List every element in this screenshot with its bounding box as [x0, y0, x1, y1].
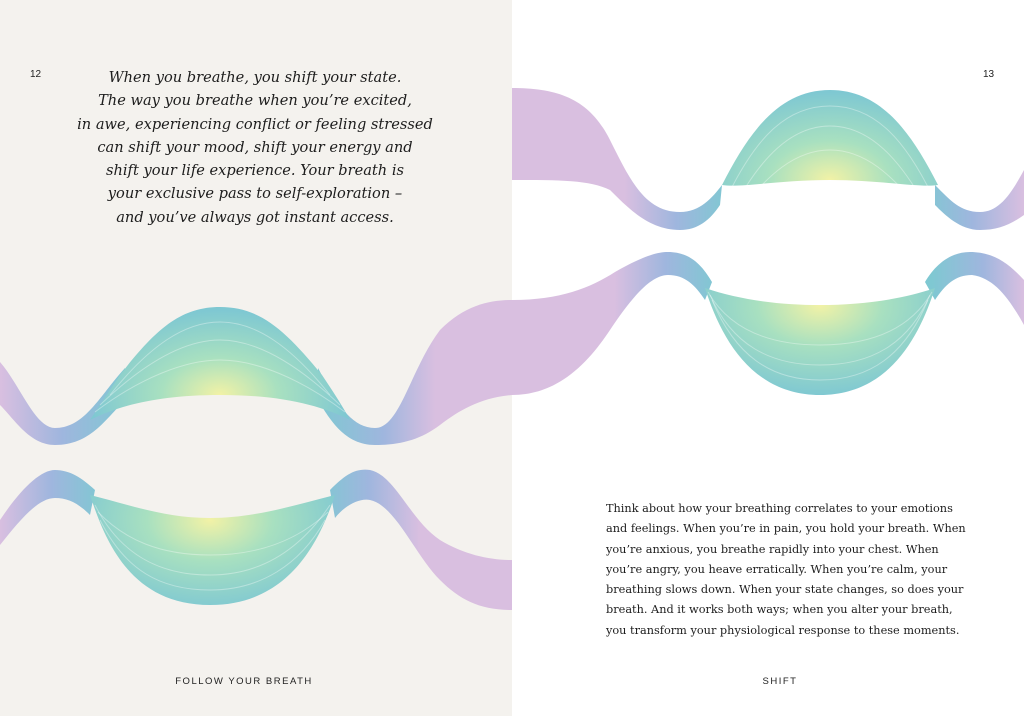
quote-line: When you breathe, you shift your state. — [108, 69, 402, 86]
body-line: breath. And it works both ways; when you alter your breath, — [606, 603, 953, 617]
body-line: and feelings. When you’re in pain, you hold your breath. When — [606, 522, 966, 536]
body-line: Think about how your breathing correlates to your emotions — [606, 502, 953, 515]
body-line: breathing slows down. When your state changes, so does your — [606, 583, 964, 597]
quote-line: can shift your mood, shift your energy and — [97, 138, 413, 156]
body-line: you’re anxious, you breathe rapidly into your chest. When — [606, 542, 939, 556]
left-upper-wave — [0, 300, 512, 445]
running-head-right: SHIFT — [762, 676, 798, 687]
quote-line: and you’ve always got instant access. — [116, 208, 394, 226]
left-lower-wave — [0, 470, 512, 610]
right-upper-wave — [512, 88, 1024, 230]
page-number-left: 12 — [30, 69, 42, 80]
page-number-right: 13 — [983, 69, 995, 80]
right-lower-wave — [512, 252, 1024, 395]
quote-line: The way you breathe when you’re excited, — [98, 92, 412, 110]
quote-line: in awe, experiencing conflict or feeling stressed — [77, 115, 433, 133]
pull-quote — [60, 66, 450, 229]
quote-line: your exclusive pass to self-exploration – — [107, 185, 403, 203]
body-line: you’re angry, you heave erratically. When you’re calm, your — [606, 562, 948, 576]
body-paragraph — [606, 499, 996, 641]
running-head-left: FOLLOW YOUR BREATH — [175, 676, 313, 687]
quote-line: shift your life experience. Your breath is — [105, 162, 404, 180]
body-line: you transform your physiological response to these moments. — [606, 623, 960, 637]
